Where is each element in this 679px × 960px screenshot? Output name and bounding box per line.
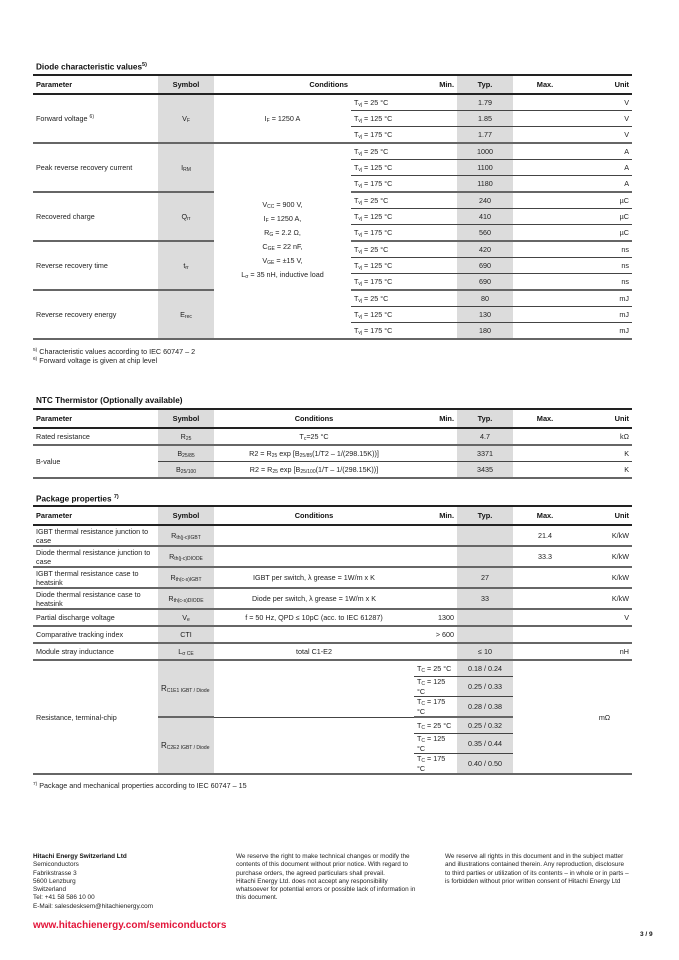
typ-value: 240 <box>457 192 513 209</box>
table-row <box>33 546 632 567</box>
typ-value: 27 <box>457 567 513 588</box>
table-row <box>33 525 632 546</box>
typ-value: 1.85 <box>457 111 513 127</box>
max-value <box>513 94 577 111</box>
unit-value: µC <box>577 192 632 209</box>
symbol: $V_F$ <box>158 94 214 143</box>
col-header-min: Min. <box>414 506 457 525</box>
col-header-symbol: Symbol <box>158 506 214 525</box>
param-name: Comparative tracking index <box>33 626 158 643</box>
typ-value <box>457 525 513 546</box>
symbol: $R_{th(c-s)IGBT}$ <box>158 567 214 588</box>
max-value <box>513 567 577 588</box>
unit-value: ns <box>577 274 632 291</box>
unit-value: V <box>577 609 632 626</box>
table-header-row <box>33 506 632 525</box>
temp-condition: $T_C = 125$ °C <box>414 677 457 697</box>
typ-value <box>457 546 513 567</box>
min-value: 1300 <box>414 609 457 626</box>
table-row <box>33 626 632 643</box>
col-header-symbol: Symbol <box>158 409 214 428</box>
typ-value <box>457 626 513 643</box>
temp-condition: $T_{vj} = 25$ °C <box>351 94 457 111</box>
temp-condition: $T_{vj} = 175$ °C <box>351 274 457 291</box>
unit-value: K/kW <box>577 525 632 546</box>
table-header-row <box>33 409 632 428</box>
condition-forward: $I_F = 1250$ A <box>214 94 351 143</box>
condition-b25-100: $R2 = R_{25}$ $\exp [B_{25/100}(1/T - 1/(298.15K))]$ <box>214 462 414 479</box>
symbol: $L_{\sigma CE}$ <box>158 643 214 660</box>
unit-value: K/kW <box>577 588 632 609</box>
table-row <box>33 428 632 445</box>
param-name: Peak reverse recovery current <box>33 143 158 192</box>
col-header-conditions: Conditions <box>214 409 414 428</box>
min-value <box>414 567 457 588</box>
col-header-unit: Unit <box>577 506 632 525</box>
table-row <box>33 609 632 626</box>
unit-value: ns <box>577 258 632 274</box>
typ-value: ≤ 10 <box>457 643 513 660</box>
col-header-typ: Typ. <box>457 506 513 525</box>
page-number: 3 / 9 <box>640 931 653 938</box>
address-line: Fabrikstrasse 3 <box>33 869 77 877</box>
col-header-conditions: Conditions <box>214 75 351 94</box>
max-value <box>513 445 577 462</box>
temp-condition: $T_{vj} = 125$ °C <box>351 258 457 274</box>
disclaimer-line: We reserve the right to make technical changes or modify the <box>236 853 410 860</box>
typ-value: 4.7 <box>457 428 513 445</box>
unit-value: A <box>577 176 632 193</box>
max-value <box>513 127 577 144</box>
col-header-unit: Unit <box>577 75 632 94</box>
min-value <box>414 445 457 462</box>
symbol: $t_{rr}$ <box>158 241 214 290</box>
condition-tc: $T_c=25$ °C <box>214 428 414 445</box>
unit-value: A <box>577 160 632 176</box>
max-value <box>513 176 577 193</box>
table-row <box>33 643 632 660</box>
col-header-conditions: Conditions <box>214 506 414 525</box>
temp-condition: $T_{vj} = 125$ °C <box>351 307 457 323</box>
disclaimer-line: to third parties or utilization of its contents – in whole or in parts – <box>445 869 629 877</box>
disclaimer-line: is forbidden without prior written consent of Hitachi Energy Ltd <box>445 877 621 885</box>
disclaimer-line: whatsoever for potential errors or possible lack of information in <box>236 886 416 894</box>
unit-value: K/kW <box>577 567 632 588</box>
unit-value: µC <box>577 225 632 242</box>
col-header-max: Max. <box>513 409 577 428</box>
footnote-5: $^{5)}$ Characteristic values according to IEC 60747 – 2 <box>33 347 196 356</box>
condition: Diode per switch, λ grease = 1W/m x K <box>214 588 414 609</box>
unit-value: K/kW <box>577 546 632 567</box>
typ-value: 0.25 / 0.32 <box>457 717 513 734</box>
typ-value: 3371 <box>457 445 513 462</box>
typ-value: 1000 <box>457 143 513 160</box>
condition-b25-85: $R2 = R_{25}$ $\exp [B_{25/85}(1/T2 - 1/(298.15K))]$ <box>214 445 414 462</box>
unit-value: nH <box>577 643 632 660</box>
typ-value <box>457 609 513 626</box>
min-value <box>414 643 457 660</box>
typ-value: 0.35 / 0.44 <box>457 734 513 754</box>
address-line: 5600 Lenzburg <box>33 877 76 885</box>
temp-condition: $T_{vj} = 125$ °C <box>351 111 457 127</box>
condition-switching: $V_{CC} = 900$ V, $I_F = 1250$ A, $R_G = 2.2$ Ω, $C_{GE} = 22$ nF, $V_{GE} = \pm 15$ V, $L_\sigma = 35$ nH, inductive load <box>214 143 351 339</box>
param-name: IGBT thermal resistance junction to case <box>33 525 158 546</box>
symbol: $E_{rec}$ <box>158 290 214 339</box>
typ-value: 1180 <box>457 176 513 193</box>
temp-condition: $T_{vj} = 25$ °C <box>351 290 457 307</box>
address-line[interactable]: E-Mail: salesdesksem@hitachienergy.com <box>33 902 154 910</box>
typ-value: 410 <box>457 209 513 225</box>
typ-value: 690 <box>457 274 513 291</box>
company-address-block <box>33 853 223 911</box>
typ-value: 420 <box>457 241 513 258</box>
temp-condition: $T_C = 25$ °C <box>414 660 457 677</box>
diode-characteristics-table <box>33 74 632 340</box>
col-header-unit: Unit <box>577 409 632 428</box>
condition: IGBT per switch, λ grease = 1W/m x K <box>214 567 414 588</box>
symbol-r25: $R_{25}$ <box>158 428 214 445</box>
max-value <box>513 609 577 626</box>
param-name: Diode thermal resistance junction to case <box>33 546 158 567</box>
max-value <box>513 225 577 242</box>
unit-value: mJ <box>577 290 632 307</box>
unit-value: V <box>577 94 632 111</box>
table-header-row <box>33 75 632 94</box>
footnote-6: $^{6)}$ Forward voltage is given at chip level <box>33 356 158 365</box>
unit-value: K <box>577 462 632 479</box>
temp-condition: $T_{vj} = 125$ °C <box>351 160 457 176</box>
table-row <box>33 588 632 609</box>
table-row <box>33 660 632 677</box>
symbol: $Q_{rr}$ <box>158 192 214 241</box>
param-name: Forward voltage $^{6)}$ <box>33 94 158 143</box>
typ-value: 0.18 / 0.24 <box>457 660 513 677</box>
col-header-parameter: Parameter <box>33 506 158 525</box>
min-value: > 600 <box>414 626 457 643</box>
symbol: CTI <box>158 626 214 643</box>
table-row <box>33 567 632 588</box>
param-name: Reverse recovery time <box>33 241 158 290</box>
symbol: $R_{th(j-c)IGBT}$ <box>158 525 214 546</box>
address-lines <box>33 861 223 911</box>
unit-value: ns <box>577 241 632 258</box>
temp-condition: $T_C = 175$ °C <box>414 697 457 718</box>
ntc-section-title: NTC Thermistor (Optionally available) <box>36 396 183 405</box>
package-section-title: Package properties $^{7)}$ <box>36 494 119 504</box>
max-value <box>513 626 577 643</box>
param-name: Diode thermal resistance case to heatsink <box>33 588 158 609</box>
symbol-resistance: $R_{C1E1 IGBT / Diode}$ <box>158 660 214 717</box>
max-value <box>513 143 577 160</box>
ntc-thermistor-table <box>33 408 632 479</box>
footnote-7: $^{7)}$ Package and mechanical properties according to IEC 60747 – 15 <box>33 781 247 790</box>
max-value <box>513 462 577 479</box>
param-name: IGBT thermal resistance case to heatsink <box>33 567 158 588</box>
col-header-typ: Typ. <box>457 409 513 428</box>
col-header-typ: Typ. <box>457 75 513 94</box>
unit-value: mJ <box>577 323 632 340</box>
max-value <box>513 428 577 445</box>
company-name: Hitachi Energy Switzerland Ltd <box>33 853 127 860</box>
param-name: Partial discharge voltage <box>33 609 158 626</box>
disclaimer-line: and illustrations contained therein. Any reproduction, disclosure <box>445 861 625 869</box>
max-value <box>513 209 577 225</box>
typ-value: 1100 <box>457 160 513 176</box>
max-value: 21.4 <box>513 525 577 546</box>
col-header-parameter: Parameter <box>33 75 158 94</box>
max-value <box>513 274 577 291</box>
max-value <box>513 323 577 340</box>
condition <box>214 546 414 567</box>
temp-condition: $T_{vj} = 175$ °C <box>351 176 457 193</box>
unit-value: K <box>577 445 632 462</box>
address-line: Switzerland <box>33 886 67 894</box>
symbol: $R_{th(j-c)DIODE}$ <box>158 546 214 567</box>
col-header-min: Min. <box>414 409 457 428</box>
address-line: Tel: +41 58 586 10 00 <box>33 894 95 902</box>
max-value <box>513 643 577 660</box>
disclaimer-line: this document. <box>236 894 278 902</box>
typ-value: 0.25 / 0.33 <box>457 677 513 697</box>
website-link[interactable]: www.hitachienergy.com/semiconductors <box>33 920 227 931</box>
max-value <box>513 258 577 274</box>
disclaimer-line: contents of this document without prior notice. With regard to <box>236 861 408 869</box>
table-row <box>33 143 632 160</box>
disclaimer-rights <box>445 853 650 886</box>
param-b-value: B-value <box>33 445 158 478</box>
param-resistance-terminal-chip: Resistance, terminal-chip <box>33 660 158 774</box>
temp-condition: $T_{vj} = 25$ °C <box>351 241 457 258</box>
max-value <box>513 307 577 323</box>
symbol: $I_{RM}$ <box>158 143 214 192</box>
temp-condition: $T_C = 25$ °C <box>414 717 457 734</box>
disclaimer-line: purchase orders, the agreed particulars shall prevail. <box>236 869 385 877</box>
typ-value: 0.28 / 0.38 <box>457 697 513 718</box>
typ-value: 1.79 <box>457 94 513 111</box>
typ-value: 3435 <box>457 462 513 479</box>
max-value: 33.3 <box>513 546 577 567</box>
temp-condition: $T_{vj} = 175$ °C <box>351 323 457 340</box>
param-name: Reverse recovery energy <box>33 290 158 339</box>
max-value <box>513 111 577 127</box>
condition: total C1-E2 <box>214 643 414 660</box>
typ-value: 80 <box>457 290 513 307</box>
param-name: Recovered charge <box>33 192 158 241</box>
condition <box>214 525 414 546</box>
condition-empty <box>214 717 414 774</box>
table-row <box>33 94 632 111</box>
symbol-b25-85: $B_{25/85}$ <box>158 445 214 462</box>
col-header-min: Min. <box>351 75 457 94</box>
disclaimer-line: Hitachi Energy Ltd. does not accept any responsibility <box>236 877 388 885</box>
param-rated-resistance: Rated resistance <box>33 428 158 445</box>
col-header-max: Max. <box>513 506 577 525</box>
col-header-symbol: Symbol <box>158 75 214 94</box>
max-value <box>513 160 577 176</box>
unit-value: mJ <box>577 307 632 323</box>
temp-condition: $T_{vj} = 125$ °C <box>351 209 457 225</box>
typ-value: 690 <box>457 258 513 274</box>
min-value <box>414 546 457 567</box>
diode-section-title: Diode characteristic values$^{5)}$ <box>36 62 147 72</box>
temp-condition: $T_C = 175$ °C <box>414 754 457 775</box>
symbol-b25-100: $B_{25/100}$ <box>158 462 214 479</box>
unit-value: mΩ <box>577 660 632 774</box>
unit-value: kΩ <box>577 428 632 445</box>
unit-value: V <box>577 111 632 127</box>
typ-value: 33 <box>457 588 513 609</box>
condition <box>214 626 414 643</box>
symbol: $V_e$ <box>158 609 214 626</box>
max-value <box>513 192 577 209</box>
table-row <box>33 445 632 462</box>
max-value <box>513 290 577 307</box>
typ-value: 560 <box>457 225 513 242</box>
package-properties-table <box>33 505 632 775</box>
max-value <box>513 588 577 609</box>
typ-value: 130 <box>457 307 513 323</box>
condition: f = 50 Hz, QPD ≤ 10pC (acc. to IEC 61287) <box>214 609 414 626</box>
max-value <box>513 241 577 258</box>
disclaimer-technical <box>236 853 436 903</box>
symbol: $R_{th(c-s)DIODE}$ <box>158 588 214 609</box>
disclaimer-line: We reserve all rights in this document and in the subject matter <box>445 853 624 860</box>
temp-condition: $T_{vj} = 25$ °C <box>351 192 457 209</box>
temp-condition: $T_{vj} = 175$ °C <box>351 127 457 144</box>
address-line: Semiconductors <box>33 861 79 869</box>
condition-empty <box>214 660 414 717</box>
typ-value: 1.77 <box>457 127 513 144</box>
symbol-resistance: $R_{C2E2 IGBT / Diode}$ <box>158 717 214 774</box>
unit-value <box>577 626 632 643</box>
unit-value: V <box>577 127 632 144</box>
min-value <box>414 428 457 445</box>
temp-condition: $T_{vj} = 175$ °C <box>351 225 457 242</box>
col-header-parameter: Parameter <box>33 409 158 428</box>
temp-condition: $T_C = 125$ °C <box>414 734 457 754</box>
typ-value: 0.40 / 0.50 <box>457 754 513 775</box>
typ-value: 180 <box>457 323 513 340</box>
min-value <box>414 462 457 479</box>
unit-value: µC <box>577 209 632 225</box>
col-header-max: Max. <box>513 75 577 94</box>
param-name: Module stray inductance <box>33 643 158 660</box>
temp-condition: $T_{vj} = 25$ °C <box>351 143 457 160</box>
min-value <box>414 588 457 609</box>
min-value <box>414 525 457 546</box>
max-value <box>513 660 577 774</box>
unit-value: A <box>577 143 632 160</box>
